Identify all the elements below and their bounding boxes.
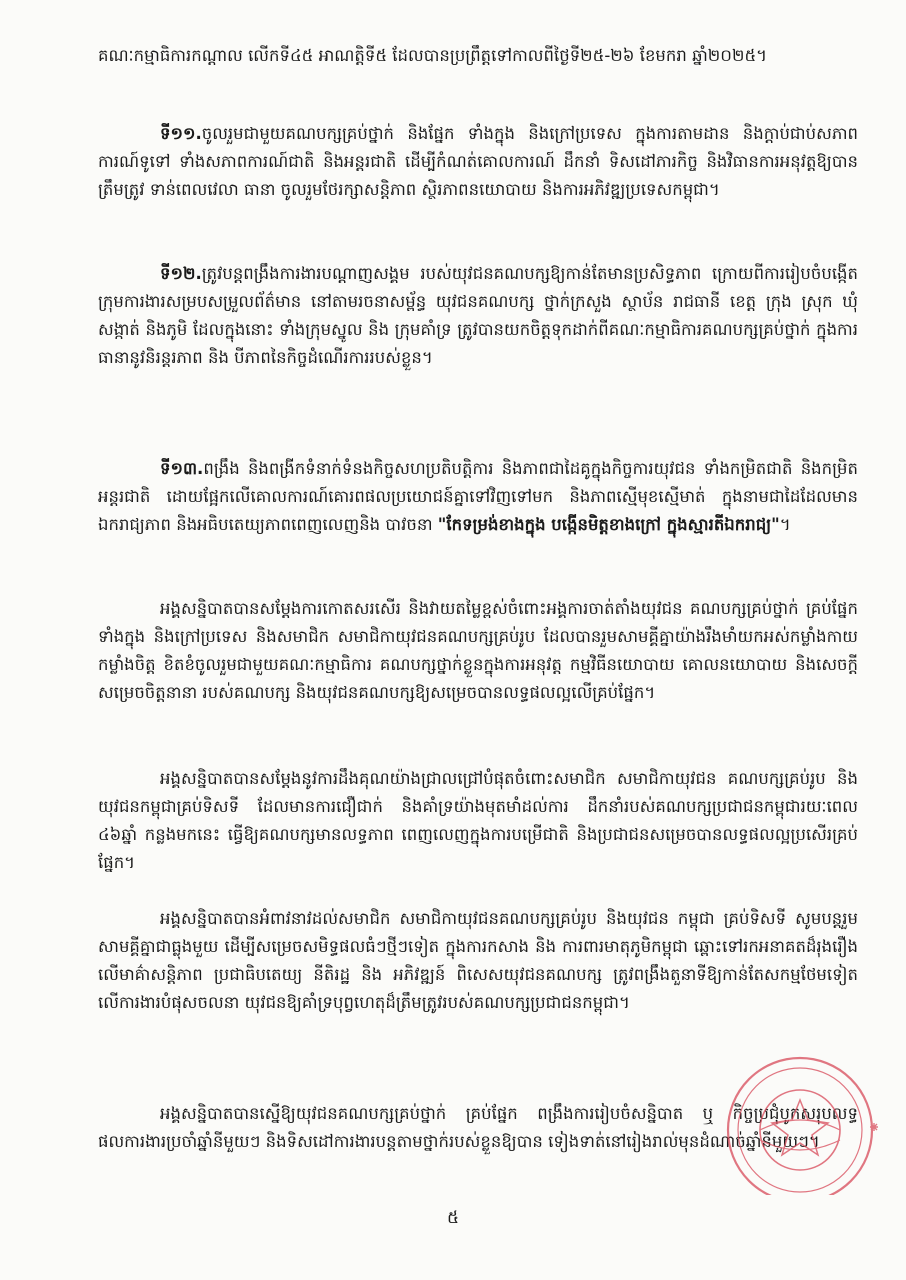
- article-13: [98, 455, 858, 539]
- paragraph-appeal-text: អង្គសន្និបាតបានអំពាវនាវដល់សមាជិក សមាជិកាយុវជនគណបក្សគ្រប់រូប និងយុវជន កម្ពុជា គ្រប់ទិសទី សូមបន្តរួមសាមគ្គីគ្នាជាធ្លុងមួយ ដើម្បីសម្រេចសមិទ្ធផលធំៗថ្មីៗទៀត ក្នុងការកសាង និង ការពារមាតុភូមិកម្ពុជា ឆ្ពោះទៅរកអនាគតដ៏រុងរឿង លើមាគ៌ាសន្តិភាព ប្រជាធិបតេយ្យ នីតិរដ្ឋ និង អភិវឌ្ឍន៍ ពិសេសយុវជនគណបក្ស ត្រូវពង្រឹងតួនាទីឱ្យកាន់តែសកម្មថែមទៀតលើការងារបំផុសចលនា យុវជនឱ្យគាំទ្របុព្វហេតុដ៏ត្រឹមត្រូវរបស់គណបក្សប្រជាជនកម្ពុជា។: [98, 909, 858, 1012]
- paragraph-gratitude-text: អង្គសន្និបាតបានសម្តែងនូវការដឹងគុណយ៉ាងជ្រាលជ្រៅបំផុតចំពោះសមាជិក សមាជិកាយុវជន គណបក្សគ្រប់រូប និងយុវជនកម្ពុជាគ្រប់ទិសទី ដែលមានការជឿជាក់ និងគាំទ្រយ៉ាងមុតមាំដល់ការ ដឹកនាំរបស់គណបក្សប្រជាជនកម្ពុជារយៈពេល ៤៦ឆ្នាំ កន្លងមកនេះ ធ្វើឱ្យគណបក្សមានលទ្ធភាព ពេញលេញក្នុងការបម្រើជាតិ និងប្រជាជនសម្រេចបានលទ្ធផលល្អប្រសើរគ្រប់ផ្នែក។: [98, 769, 858, 872]
- article-11: [98, 120, 858, 204]
- article-13-motto: "កែទម្រង់ខាងក្នុង បង្កើនមិត្តខាងក្រៅ ក្នុងស្មារតីឯករាជ្យ": [437, 515, 780, 534]
- continuation-text: គណៈកម្មាធិការកណ្តាល លើកទី៤៥ អាណត្តិទី៥ ដែលបានប្រព្រឹត្តទៅកាលពីថ្ងៃទី២៥-២៦ ខែមករា ឆ្នាំ២០២៥។: [98, 46, 768, 65]
- paragraph-request-text: អង្គសន្និបាតបានស្នើឱ្យយុវជនគណបក្សគ្រប់ថ្នាក់ គ្រប់ផ្នែក ពង្រឹងការរៀបចំសន្និបាត ឬ កិច្ចប្រជុំបូកសរុបលទ្ធផលការងារប្រចាំឆ្នាំនីមួយៗ និងទិសដៅការងារបន្តតាមថ្នាក់របស់ខ្លួនឱ្យបាន ទៀងទាត់នៅរៀងរាល់មុនដំណាច់ឆ្នាំនីមួយៗ។: [98, 1104, 858, 1151]
- official-seal-icon: [700, 1035, 890, 1195]
- article-12-number: ទី១២.: [160, 264, 202, 283]
- article-13-text: ពង្រឹង និងពង្រីកទំនាក់ទំនងកិច្ចសហប្រតិបត្តិការ និងភាពជាដៃគូក្នុងកិច្ចការយុវជន ទាំងកម្រិតជាតិ និងកម្រិតអន្តរជាតិ ដោយផ្អែកលើគោលការណ៍គោរពផលប្រយោជន៍គ្នាទៅវិញទៅមក និងភាពស្មើមុខស្មើមាត់ ក្នុងនាមជាដៃដែលមានឯករាជ្យភាព និងអធិបតេយ្យភាពពេញលេញនិង បាវចនា: [98, 459, 858, 534]
- article-11-text: ចូលរួមជាមួយគណបក្សគ្រប់ថ្នាក់ និងផ្នែក ទាំងក្នុង និងក្រៅប្រទេស ក្នុងការតាមដាន និងក្តាប់ជាប់សភាពការណ៍ទូទៅ ទាំងសភាពការណ៍ជាតិ និងអន្តរជាតិ ដើម្បីកំណត់គោលការណ៍ ដឹកនាំ ទិសដៅភារកិច្ច និងវិធានការអនុវត្តឱ្យបានត្រឹមត្រូវ ទាន់ពេលវេលា ធានា ចូលរួមថែរក្សាសន្តិភាព ស្ថិរភាពនយោបាយ និងការអភិវឌ្ឍប្រទេសកម្ពុជា។: [98, 124, 858, 199]
- page-number: ៥: [446, 1208, 460, 1228]
- article-13-number: ទី១៣.: [160, 459, 204, 478]
- paragraph-appreciation-text: អង្គសន្និបាតបានសម្តែងការកោតសរសើរ និងវាយតម្លៃខ្ពស់ចំពោះអង្គការចាត់តាំងយុវជន គណបក្សគ្រប់ថ្នាក់ គ្រប់ផ្នែកទាំងក្នុង និងក្រៅប្រទេស និងសមាជិក សមាជិកាយុវជនគណបក្សគ្រប់រូប ដែលបានរួមសាមគ្គីគ្នាយ៉ាងរឹងមាំយកអស់កម្លាំងកាយ កម្លាំងចិត្ត ខិតខំចូលរួមជាមួយគណៈកម្មាធិការ គណបក្សថ្នាក់ខ្លួនក្នុងការអនុវត្ត កម្មវិធីនយោបាយ គោលនយោបាយ និងសេចក្តីសម្រេចចិត្តនានា របស់គណបក្ស និងយុវជនគណបក្សឱ្យសម្រេចបានលទ្ធផលល្អលើគ្រប់ផ្នែក។: [98, 599, 858, 702]
- continuation-paragraph: [98, 42, 858, 70]
- article-12-text: ត្រូវបន្តពង្រឹងការងារបណ្តាញសង្គម របស់យុវជនគណបក្សឱ្យកាន់តែមានប្រសិទ្ធភាព ក្រោយពីការរៀបចំបង្កើតក្រុមការងារសម្របសម្រួលព័ត៌មាន នៅតាមរចនាសម្ព័ន្ធ យុវជនគណបក្ស ថ្នាក់ក្រសួង ស្ថាប័ន រាជធានី ខេត្ត ក្រុង ស្រុក ឃុំ សង្កាត់ និងភូមិ ដែលក្នុងនោះ ទាំងក្រុមស្នូល និង ក្រុមគាំទ្រ ត្រូវបានយកចិត្តទុកដាក់ពីគណៈកម្មាធិការគណបក្សគ្រប់ថ្នាក់ ក្នុងការធានានូវនិរន្តរភាព និង បីភាពនៃកិច្ចដំណើរការរបស់ខ្លួន។: [98, 264, 858, 367]
- article-11-number: ទី១១.: [160, 124, 202, 143]
- article-12: [98, 260, 858, 372]
- paragraph-appeal: [98, 905, 858, 1017]
- paragraph-gratitude: [98, 765, 858, 877]
- paragraph-appreciation: [98, 595, 858, 707]
- article-13-end: ។: [779, 515, 791, 534]
